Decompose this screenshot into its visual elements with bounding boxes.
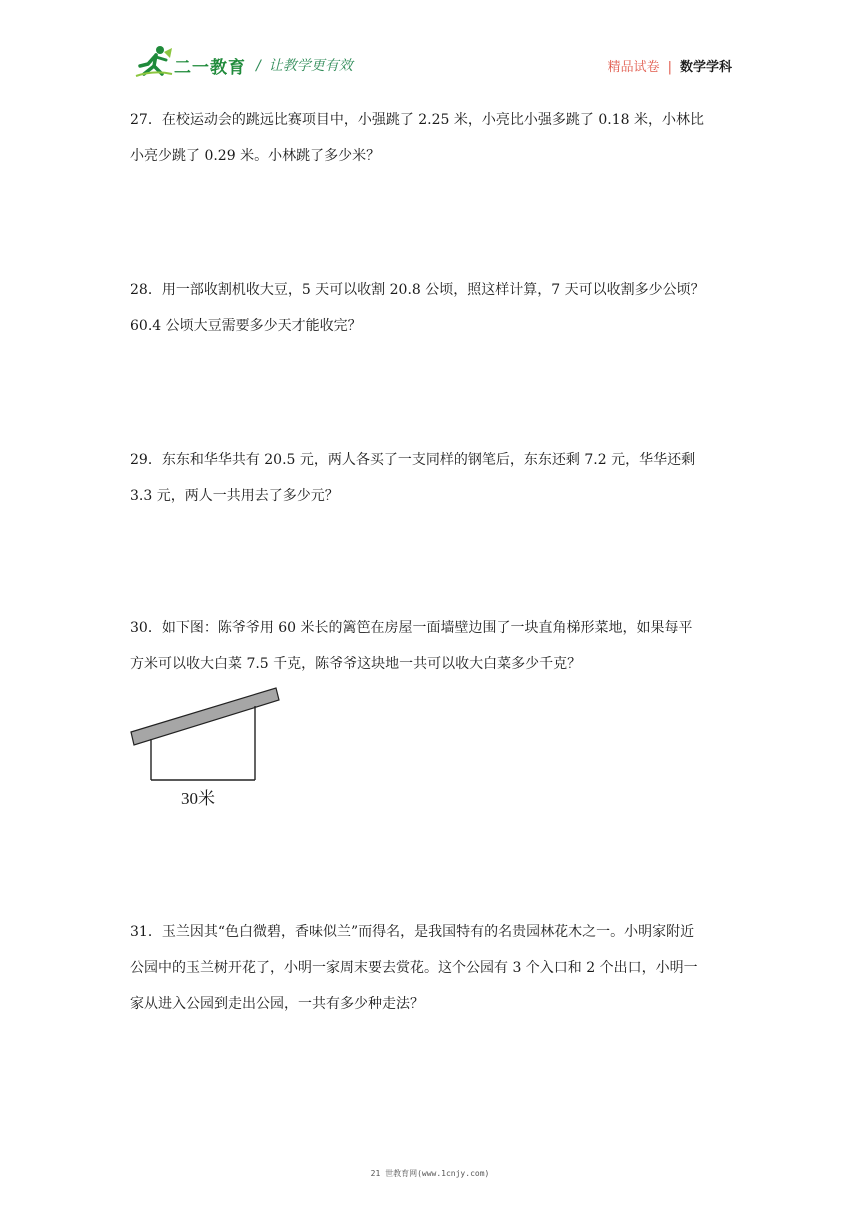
question-line: 方米可以收大白菜 7.5 千克，陈爷爷这块地一共可以收大白菜多少千克？ (130, 656, 582, 672)
question-number: 31． (130, 924, 162, 940)
question-27 (130, 102, 734, 174)
page-header (134, 44, 732, 84)
question-line: 60.4 公顷大豆需要多少天才能收完？ (130, 318, 362, 334)
question-line: 家从进入公园到走出公园，一共有多少种走法？ (130, 996, 424, 1012)
question-line: 3.3 元，两人一共用去了多少元？ (130, 488, 339, 504)
question-text: 如下图：陈爷爷用 60 米长的篱笆在房屋一面墙壁边围了一块直角梯形菜地，如果每平 (161, 620, 693, 636)
trapezoid-figure (128, 684, 288, 814)
question-number: 28． (130, 282, 162, 298)
question-30 (130, 610, 734, 682)
page-footer: 21 世教育网(www.1cnjy.com) (370, 1169, 490, 1178)
slogan (256, 55, 353, 75)
question-number: 29． (130, 452, 162, 468)
question-29 (130, 442, 734, 514)
question-line (130, 610, 734, 646)
logo-text: 二一教育 (174, 58, 246, 78)
question-line (130, 272, 734, 308)
question-text: 东东和华华共有 20.5 元，两人各买了一支同样的钢笔后，东东还剩 7.2 元，华华还剩 (161, 452, 696, 468)
question-text: 在校运动会的跳远比赛项目中，小强跳了 2.25 米，小亮比小强多跳了 0.18 米，小林比 (161, 112, 704, 128)
question-line (130, 914, 734, 950)
trapezoid-diagram (128, 684, 288, 814)
header-right (608, 56, 732, 75)
slogan-text: 让教学更有效 (268, 58, 353, 74)
header-subject: 数学学科 (679, 60, 732, 75)
bottom-length-label: 30米 (181, 789, 215, 808)
house-wall (131, 688, 279, 745)
logo (134, 44, 254, 82)
question-text: 玉兰因其“色白微碧，香味似兰”而得名，是我国特有的名贵园林花木之一。小明家附近 (161, 924, 695, 940)
question-line (130, 442, 734, 478)
question-line: 小亮少跳了 0.29 米。小林跳了多少米？ (130, 148, 381, 164)
question-number: 27． (130, 112, 162, 128)
slogan-slash: / (256, 58, 261, 74)
question-28 (130, 272, 734, 344)
question-number: 30． (130, 620, 162, 636)
header-separator: | (667, 60, 672, 75)
runner-logo-icon (134, 44, 174, 80)
question-line (130, 102, 734, 138)
header-tag: 精品试卷 (607, 60, 660, 75)
question-31 (130, 914, 734, 1022)
question-text: 用一部收割机收大豆，5 天可以收割 20.8 公顷，照这样计算，7 天可以收割多少公顷？ (161, 282, 705, 298)
question-line: 公园中的玉兰树开花了，小明一家周末要去赏花。这个公园有 3 个入口和 2 个出口，小明一 (130, 960, 698, 976)
